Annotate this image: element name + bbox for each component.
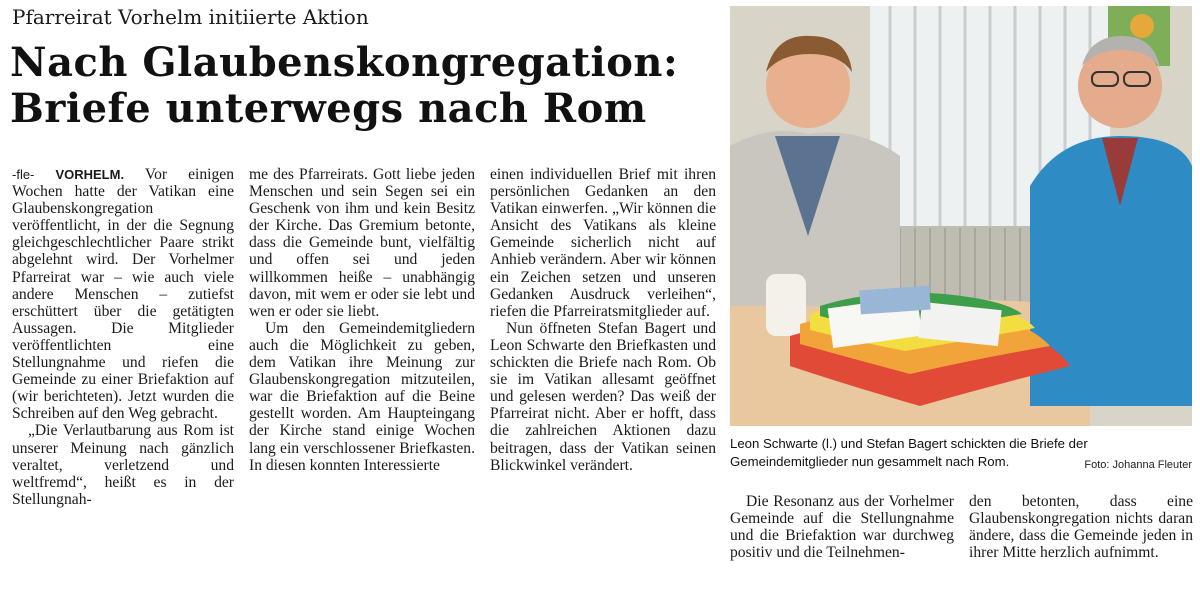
article-paragraph: me des Pfarreirats. Gott liebe jeden Menschen und sein Segen sei ein Geschenk von ihm und kein Besitz der Kirche. Das Gremium betonte, dass die Gemeinde bunt, vielfältig und offen sei und jeden willkommen heiße – unabhängig davon, mit wem er oder sie lebt und wen er oder sie liebt.: [249, 166, 475, 320]
article-paragraph: „Die Verlautbarung aus Rom ist unserer Meinung nach gänzlich veraltet, verletzend und weltfremd“, heißt es in der Stellungnah-: [12, 422, 234, 508]
headline-line-1: Nach Glaubenskongregation:: [10, 39, 679, 86]
article-paragraph: einen individuellen Brief mit ihren persönlichen Gedanken an den Vatikan einwerfen. „Wir können die Ansicht des Vatikans als kleine Gemeinde sicherlich nicht auf Anhieb verändern. Aber wir können ein Zeichen setzen und unseren Gedanken Ausdruck verleihen“, riefen die Pfarreiratsmitglieder auf.: [490, 166, 716, 320]
headline-line-2: Briefe unterwegs nach Rom: [10, 85, 647, 132]
article-paragraph: Die Resonanz aus der Vorhelmer Gemeinde auf die Stellungnahme und die Briefaktion war durchweg positiv und die Teilnehmen-: [730, 493, 954, 562]
photo-credit: Foto: Johanna Fleuter: [1084, 459, 1192, 471]
dateline: VORHELM.: [55, 167, 125, 182]
article-photo: [730, 6, 1192, 426]
article-column-5: [969, 493, 1193, 561]
article-paragraph: den betonten, dass eine Glaubenskongregation nichts daran ändere, dass die Gemeinde jeden in ihrer Mitte herzlich aufnimmt.: [969, 493, 1193, 562]
photo-caption: Leon Schwarte (l.) und Stefan Bagert schickten die Briefe der Gemeindemitglieder nun gesammelt nach Rom.: [730, 436, 1088, 469]
photo-illustration: [730, 6, 1192, 426]
article-column-3: [490, 166, 716, 474]
article-column-4: [730, 493, 954, 561]
byline: -fle-: [12, 167, 35, 182]
article-paragraph: Nun öffneten Stefan Bagert und Leon Schwarte den Briefkasten und schickten die Briefe nach Rom. Ob sie im Vatikan allesamt geöffnet und gelesen werden? Das weiß der Pfarreirat nicht. Aber er hofft, dass die zahlreichen Aktionen dazu beitragen, dass der Vatikan seinen Blickwinkel verändert.: [490, 319, 716, 474]
article-paragraph: [12, 166, 234, 422]
article-column-2: [249, 166, 475, 474]
paragraph-text: Vor einigen Wochen hatte der Vatikan eine Glaubenskongregation veröffentlicht, in der die Segnung gleichgeschlechtlicher Paare strikt abgelehnt wird. Der Vorhelmer Pfarreirat war – wie auch viele andere Menschen – zutiefst erschüttert über die getätigten Aussagen. Die Mitglieder veröffentlichten eine Stellungnahme und riefen die Gemeinde zu einer Briefaktion auf (wir berichteten). Jetzt wurden die Schreiben auf den Weg gebracht.: [12, 166, 235, 423]
article-column-1: [12, 166, 234, 508]
headline: [10, 40, 720, 132]
kicker: Pfarreirat Vorhelm initiierte Aktion: [12, 5, 369, 29]
article-paragraph: Um den Gemeindemitgliedern auch die Möglichkeit zu geben, dem Vatikan ihre Meinung zur Glaubenskongregation mitzuteilen, war die Briefaktion auf die Beine gestellt worden. Am Haupteingang der Kirche stand einige Wochen lang ein verschlossener Briefkasten. In diesen konnten Interessierte: [249, 319, 475, 474]
